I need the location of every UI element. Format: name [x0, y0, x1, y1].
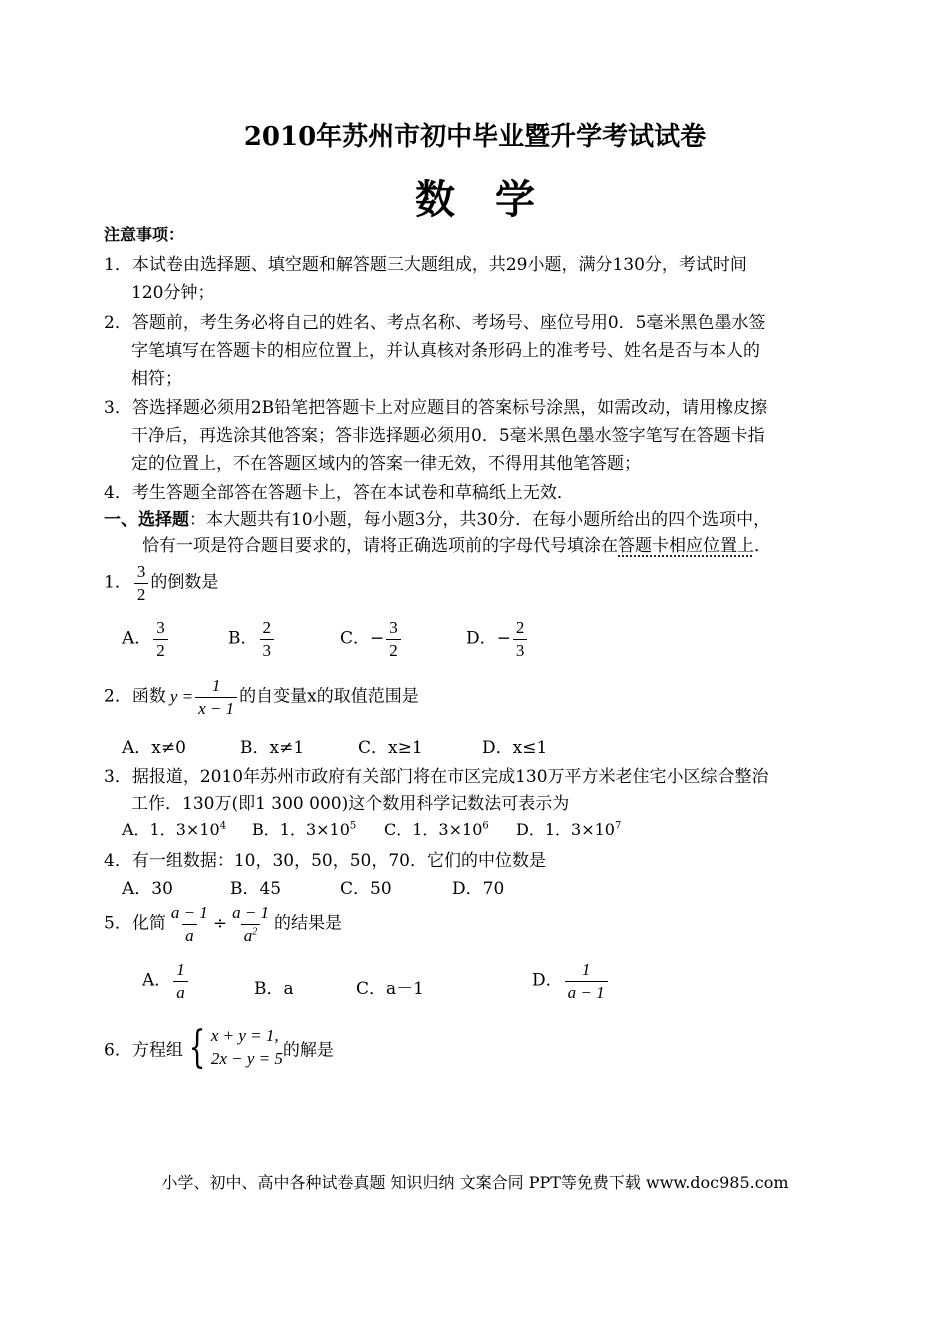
notice-line-7: 干净后，再选涂其他答案；答非选择题必须用0．5毫米黑色墨水签字笔写在答题卡指: [131, 426, 765, 446]
q3-line-2: 工作．130万(即1 300 000)这个数用科学记数法可表示为: [131, 794, 570, 814]
q5-option-c: C．a－1: [356, 979, 424, 999]
q6-number: 6．方程组: [104, 1040, 183, 1061]
q5-f2-num: a − 1: [232, 903, 270, 922]
q5-a-label: A．: [142, 970, 172, 991]
section1-label: 一、选择题: [104, 510, 189, 530]
q5-d-label: D．: [532, 970, 563, 991]
q1-fraction: [134, 562, 149, 604]
q2-option-b: B．x≠1: [240, 738, 305, 758]
q1-b-frac: [260, 618, 275, 660]
q5-div-sign: ÷: [212, 913, 228, 934]
notice-line-6: 3．答选择题必须用2B铅笔把答题卡上对应题目的答案标号涂黑，如需改动，请用橡皮擦: [104, 398, 768, 418]
q3-d-exp: 7: [614, 820, 622, 832]
q1-d-den: 3: [513, 639, 528, 661]
section1-end: ．: [754, 536, 771, 556]
q2-frac-den: x − 1: [195, 697, 237, 719]
q1-c-label: C．: [340, 628, 371, 649]
q6-stem: [104, 1021, 334, 1073]
q2-text: 的自变量x的取值范围是: [239, 686, 419, 707]
q4-option-c: C．50: [340, 879, 392, 899]
q3-option-d: [516, 817, 621, 840]
q5-a-num: 1: [176, 960, 185, 979]
subject-heading: 数学: [415, 176, 575, 223]
q5-option-b: B．a: [254, 979, 294, 999]
q2-option-a: A．x≠0: [122, 738, 186, 758]
q2-fraction: [195, 676, 237, 718]
q1-d-frac: [513, 618, 528, 660]
q1-c-num: 3: [389, 618, 398, 637]
q3-a-text: A．1．3×10: [122, 820, 220, 839]
q1-b-den: 3: [260, 639, 275, 661]
notice-heading: 注意事项：: [104, 225, 185, 244]
notice-line-4: 字笔填写在答题卡的相应位置上，并认真核对条形码上的准考号、姓名是否与本人的: [131, 341, 760, 361]
q1-b-label: B．: [228, 628, 258, 649]
q1-frac-num: 3: [136, 562, 146, 581]
section1-line-2: [142, 531, 771, 556]
q3-b-text: B．1．3×10: [252, 820, 350, 839]
q3-c-exp: 6: [482, 820, 489, 832]
notice-line-5: 相符；: [131, 369, 182, 389]
q4-stem: 4．有一组数据：10，30，50，50，70．它们的中位数是: [104, 851, 546, 871]
exam-title: 2010年苏州市初中毕业暨升学考试试卷: [243, 122, 707, 152]
q6-brace: {: [188, 1021, 206, 1073]
q4-option-b: B．45: [230, 879, 282, 899]
q1-option-d: [466, 618, 529, 660]
q2-frac-num: 1: [211, 676, 221, 695]
q1-d-num: 2: [515, 618, 525, 637]
q5-a-den: a: [173, 981, 188, 1003]
q5-d-den: a − 1: [565, 981, 608, 1003]
notice-line-2: 120分钟；: [131, 283, 215, 303]
q1-a-den: 2: [153, 639, 168, 661]
q4-option-d: D．70: [452, 879, 505, 899]
q5-frac-2: [229, 903, 272, 945]
q5-f2-den-exp: 2: [252, 925, 258, 937]
q6-eq-1: x + y = 1,: [210, 1026, 279, 1045]
q3-a-exp: 4: [219, 820, 227, 832]
q5-option-d: [532, 960, 610, 1002]
q1-d-label: D．: [466, 628, 497, 649]
q1-d-sign: −: [496, 628, 511, 649]
q3-c-text: C．1．3×10: [384, 820, 483, 839]
section1-text-1: ：本大题共有10小题，每小题3分，共30分．在每小题所给出的四个选项中，: [189, 510, 771, 530]
q5-d-num: 1: [581, 960, 591, 979]
notice-line-3: 2．答题前，考生务必将自己的姓名、考点名称、考场号、座位号用0．5毫米黑色墨水签: [104, 313, 766, 333]
q5-f2-den-base: a: [243, 925, 253, 945]
notice-line-9: 4．考生答题全部答在答题卡上，答在本试卷和草稿纸上无效．: [104, 483, 574, 503]
q6-eq-2: 2x − y = 5: [210, 1048, 283, 1068]
section1-text-2: 恰有一项是符合题目要求的，请将正确选项前的字母代号填涂在: [142, 536, 618, 556]
q1-c-frac: [386, 618, 401, 660]
q1-c-sign: −: [370, 628, 385, 649]
q1-option-c: [340, 618, 403, 660]
notice-line-1: 1．本试卷由选择题、填空题和解答题三大题组成，共29小题，满分130分，考试时间: [104, 255, 747, 275]
q5-f2-den: [241, 924, 261, 946]
q2-stem: [104, 676, 419, 718]
q5-f1-num: a − 1: [170, 903, 208, 922]
q4-option-a: A．30: [122, 879, 173, 899]
q5-d-frac: [565, 960, 608, 1002]
q5-frac-1: [168, 903, 211, 945]
q1-number: 1．: [104, 572, 132, 593]
q1-a-label: A．: [122, 628, 152, 649]
q1-c-den: 2: [386, 639, 401, 661]
q1-frac-den: 2: [134, 583, 149, 605]
q5-option-a: [142, 960, 190, 1002]
q2-option-c: C．x≥1: [358, 738, 423, 758]
section1-emphasis: 答题卡相应位置上: [618, 536, 754, 556]
q3-b-exp: 5: [349, 820, 357, 832]
q6-equations: [211, 1025, 283, 1071]
q2-option-d: D．x≤1: [482, 738, 548, 758]
q5-f1-den: a: [182, 924, 197, 946]
q1-b-num: 2: [262, 618, 271, 637]
q3-option-a: [122, 817, 226, 840]
q1-a-frac: [153, 618, 168, 660]
q5-text: 的结果是: [274, 913, 343, 934]
q3-option-b: [252, 817, 356, 840]
q2-lhs: y =: [169, 686, 194, 706]
q5-a-frac: [173, 960, 188, 1002]
section1-line-1: [104, 505, 770, 530]
q3-d-text: D．1．3×10: [516, 820, 615, 839]
q1-option-b: [228, 618, 276, 660]
q6-text: 的解是: [282, 1040, 334, 1061]
notice-line-8: 定的位置上，不在答题区域内的答案一律无效，不得用其他笔答题；: [131, 454, 641, 474]
page-footer: 小学、初中、高中各种试卷真题 知识归纳 文案合同 PPT等免费下载 www.doc985.com: [161, 1173, 789, 1192]
q5-stem: [104, 903, 342, 945]
q1-stem: [104, 562, 218, 604]
q1-a-num: 3: [156, 618, 165, 637]
q3-option-c: [384, 817, 489, 840]
q5-number: 5．化简: [104, 913, 166, 934]
q1-option-a: [122, 618, 170, 660]
q1-text: 的倒数是: [150, 572, 219, 593]
q2-number: 2．函数: [104, 686, 166, 707]
q3-line-1: 3．据报道，2010年苏州市政府有关部门将在市区完成130万平方米老住宅小区综合整治: [104, 767, 769, 787]
q6-equation-system: [183, 1021, 283, 1073]
